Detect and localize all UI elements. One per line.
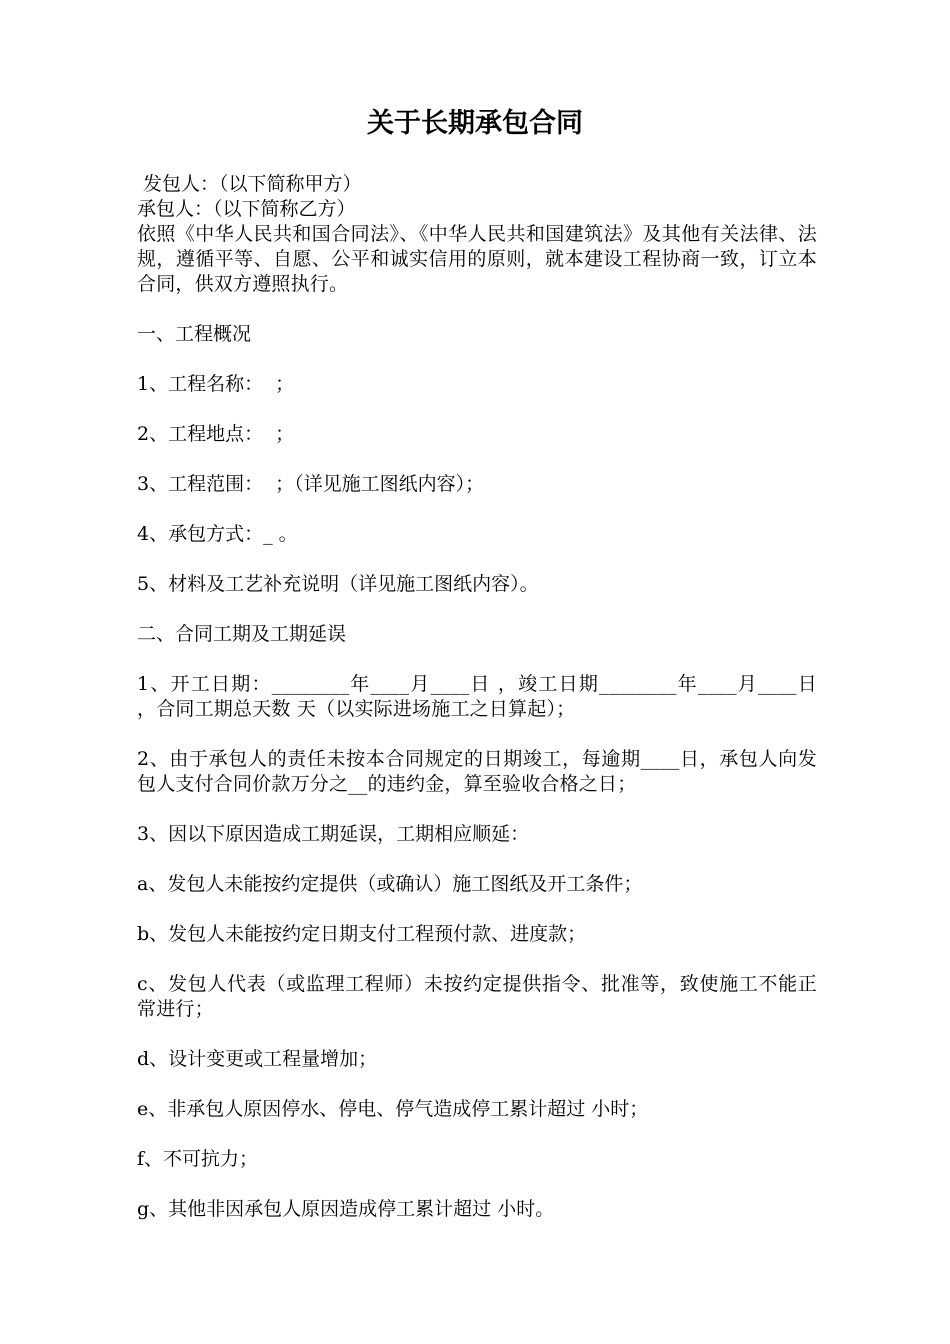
document-title: 关于长期承包合同 xyxy=(367,108,583,139)
clause-1-2: 2、工程地点： ； xyxy=(137,423,295,445)
section-heading-2: 二、合同工期及工期延误 xyxy=(137,623,347,645)
clause-2-3-b: b、发包人未能按约定日期支付工程预付款、进度款； xyxy=(137,923,587,945)
clause-1-4: 4、承包方式：_ 。 xyxy=(137,523,298,545)
clause-1-3: 3、工程范围： ；（详见施工图纸内容）； xyxy=(137,473,485,495)
clause-2-3-d: d、设计变更或工程量增加； xyxy=(137,1048,378,1070)
clause-2-1: 1、开工日期：________年____月____日 ，竣工日期________年____月____日 ，合同工期总天数 天（以实际进场施工之日算起）； xyxy=(137,673,817,720)
clause-2-3-e: e、非承包人原因停水、停电、停气造成停工累计超过 小时； xyxy=(137,1098,649,1120)
party-b-line: 承包人：（以下简称乙方） xyxy=(137,198,356,220)
section-heading-1: 一、工程概况 xyxy=(137,323,252,345)
clause-2-3-a: a、发包人未能按约定提供（或确认）施工图纸及开工条件； xyxy=(137,873,643,895)
clause-2-2: 2、由于承包人的责任未按本合同规定的日期竣工，每逾期____日，承包人向发包人支付合同价款万分之__的违约金，算至验收合格之日； xyxy=(137,748,817,795)
clause-2-3-c: c、发包人代表（或监理工程师）未按约定提供指令、批准等，致使施工不能正常进行； xyxy=(137,973,817,1020)
clause-1-1: 1、工程名称： ； xyxy=(137,373,295,395)
preamble-paragraph: 依照《中华人民共和国合同法》、《中华人民共和国建筑法》及其他有关法律、法规，遵循平等、自愿、公平和诚实信用的原则，就本建设工程协商一致，订立本合同，供双方遵照执行。 xyxy=(137,223,817,295)
clause-2-3: 3、因以下原因造成工期延误，工期相应顺延： xyxy=(137,823,530,845)
clause-2-3-f: f、不可抗力； xyxy=(137,1148,259,1170)
clause-1-5: 5、材料及工艺补充说明（详见施工图纸内容）。 xyxy=(137,573,539,595)
clause-2-3-g: g、其他非因承包人原因造成停工累计超过 小时。 xyxy=(137,1198,555,1220)
party-a-line: 发包人：（以下简称甲方） xyxy=(137,173,362,195)
document-body xyxy=(137,172,817,1222)
